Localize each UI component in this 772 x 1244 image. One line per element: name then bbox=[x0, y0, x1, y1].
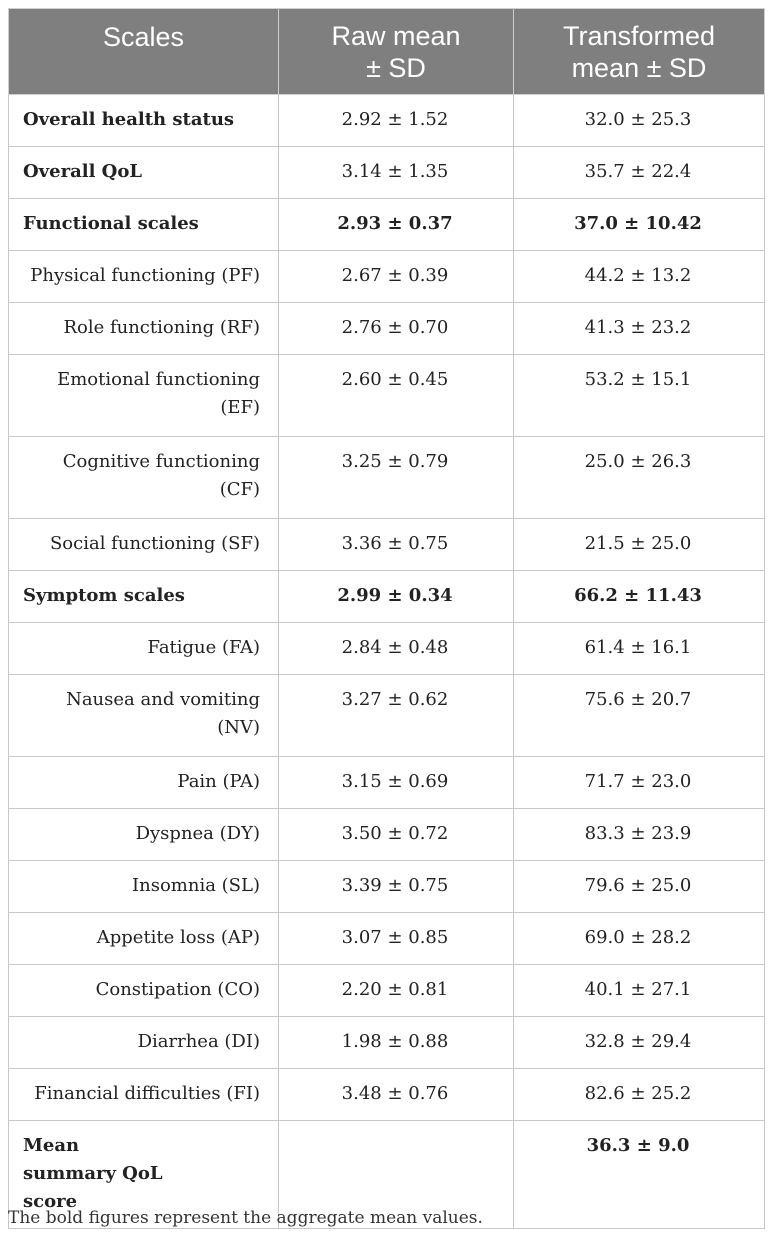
raw-mean-cell: 3.15 ± 0.69 bbox=[279, 757, 514, 809]
table-footnote: The bold figures represent the aggregate mean values. bbox=[8, 1208, 483, 1228]
scale-label: Dyspnea (DY) bbox=[9, 809, 279, 861]
transformed-mean-cell: 75.6 ± 20.7 bbox=[514, 675, 765, 757]
raw-mean-cell: 2.84 ± 0.48 bbox=[279, 623, 514, 675]
scale-label: Social functioning (SF) bbox=[9, 519, 279, 571]
scale-label: Cognitive functioning (CF) bbox=[9, 437, 279, 519]
table-row bbox=[9, 437, 765, 519]
scale-label: Symptom scales bbox=[9, 571, 279, 623]
table-header-row bbox=[9, 9, 765, 95]
table-body bbox=[9, 95, 765, 1229]
transformed-mean-cell: 35.7 ± 22.4 bbox=[514, 147, 765, 199]
transformed-mean-cell: 71.7 ± 23.0 bbox=[514, 757, 765, 809]
raw-mean-cell: 1.98 ± 0.88 bbox=[279, 1017, 514, 1069]
scale-label: Physical functioning (PF) bbox=[9, 251, 279, 303]
transformed-mean-cell: 25.0 ± 26.3 bbox=[514, 437, 765, 519]
transformed-mean-cell: 36.3 ± 9.0 bbox=[514, 1121, 765, 1229]
transformed-mean-cell: 79.6 ± 25.0 bbox=[514, 861, 765, 913]
scale-label: Insomnia (SL) bbox=[9, 861, 279, 913]
raw-mean-cell: 3.27 ± 0.62 bbox=[279, 675, 514, 757]
table-row bbox=[9, 809, 765, 861]
table-row bbox=[9, 913, 765, 965]
transformed-mean-cell: 21.5 ± 25.0 bbox=[514, 519, 765, 571]
raw-mean-cell: 2.67 ± 0.39 bbox=[279, 251, 514, 303]
raw-mean-cell: 3.25 ± 0.79 bbox=[279, 437, 514, 519]
raw-mean-cell: 2.76 ± 0.70 bbox=[279, 303, 514, 355]
raw-mean-cell: 2.93 ± 0.37 bbox=[279, 199, 514, 251]
table-row bbox=[9, 519, 765, 571]
transformed-mean-cell: 66.2 ± 11.43 bbox=[514, 571, 765, 623]
transformed-mean-cell: 32.0 ± 25.3 bbox=[514, 95, 765, 147]
table-row bbox=[9, 355, 765, 437]
transformed-mean-cell: 83.3 ± 23.9 bbox=[514, 809, 765, 861]
scale-label: Emotional functioning (EF) bbox=[9, 355, 279, 437]
raw-mean-cell: 3.48 ± 0.76 bbox=[279, 1069, 514, 1121]
transformed-mean-cell: 41.3 ± 23.2 bbox=[514, 303, 765, 355]
header-transformed-mean bbox=[514, 9, 765, 95]
table-row bbox=[9, 861, 765, 913]
table-row bbox=[9, 95, 765, 147]
transformed-mean-cell: 69.0 ± 28.2 bbox=[514, 913, 765, 965]
table-row bbox=[9, 965, 765, 1017]
transformed-mean-cell: 32.8 ± 29.4 bbox=[514, 1017, 765, 1069]
raw-mean-cell: 2.20 ± 0.81 bbox=[279, 965, 514, 1017]
table-row bbox=[9, 623, 765, 675]
scale-label: Pain (PA) bbox=[9, 757, 279, 809]
table-row bbox=[9, 1069, 765, 1121]
header-raw-mean bbox=[279, 9, 514, 95]
table-row bbox=[9, 1017, 765, 1069]
table-row bbox=[9, 303, 765, 355]
scale-label: Financial difficulties (FI) bbox=[9, 1069, 279, 1121]
scale-label: Overall QoL bbox=[9, 147, 279, 199]
scale-label: Diarrhea (DI) bbox=[9, 1017, 279, 1069]
raw-mean-cell: 2.99 ± 0.34 bbox=[279, 571, 514, 623]
raw-mean-cell: 3.50 ± 0.72 bbox=[279, 809, 514, 861]
scale-label: Mean summary QoL score bbox=[9, 1121, 279, 1229]
header-raw-line1: Raw mean bbox=[331, 20, 461, 51]
qol-scales-table bbox=[8, 8, 765, 1229]
header-transformed-line1: Transformed bbox=[562, 20, 716, 51]
raw-mean-cell: 2.60 ± 0.45 bbox=[279, 355, 514, 437]
scale-label: Role functioning (RF) bbox=[9, 303, 279, 355]
transformed-mean-cell: 53.2 ± 15.1 bbox=[514, 355, 765, 437]
header-raw-line2: ± SD bbox=[366, 52, 426, 83]
table-row bbox=[9, 757, 765, 809]
raw-mean-cell: 3.39 ± 0.75 bbox=[279, 861, 514, 913]
raw-mean-cell: 2.92 ± 1.52 bbox=[279, 95, 514, 147]
header-transformed-line2: mean ± SD bbox=[571, 52, 707, 83]
table-row bbox=[9, 675, 765, 757]
scale-label: Nausea and vomiting (NV) bbox=[9, 675, 279, 757]
transformed-mean-cell: 44.2 ± 13.2 bbox=[514, 251, 765, 303]
transformed-mean-cell: 61.4 ± 16.1 bbox=[514, 623, 765, 675]
scale-label: Overall health status bbox=[9, 95, 279, 147]
scale-label: Fatigue (FA) bbox=[9, 623, 279, 675]
scale-label: Appetite loss (AP) bbox=[9, 913, 279, 965]
table-row bbox=[9, 571, 765, 623]
transformed-mean-cell: 82.6 ± 25.2 bbox=[514, 1069, 765, 1121]
table-row bbox=[9, 251, 765, 303]
table-row bbox=[9, 147, 765, 199]
raw-mean-cell: 3.14 ± 1.35 bbox=[279, 147, 514, 199]
raw-mean-cell: 3.36 ± 0.75 bbox=[279, 519, 514, 571]
scale-label: Constipation (CO) bbox=[9, 965, 279, 1017]
raw-mean-cell: 3.07 ± 0.85 bbox=[279, 913, 514, 965]
table-row bbox=[9, 199, 765, 251]
qol-table-container bbox=[8, 8, 764, 1229]
scale-label: Functional scales bbox=[9, 199, 279, 251]
transformed-mean-cell: 40.1 ± 27.1 bbox=[514, 965, 765, 1017]
transformed-mean-cell: 37.0 ± 10.42 bbox=[514, 199, 765, 251]
header-scales: Scales bbox=[9, 9, 279, 95]
